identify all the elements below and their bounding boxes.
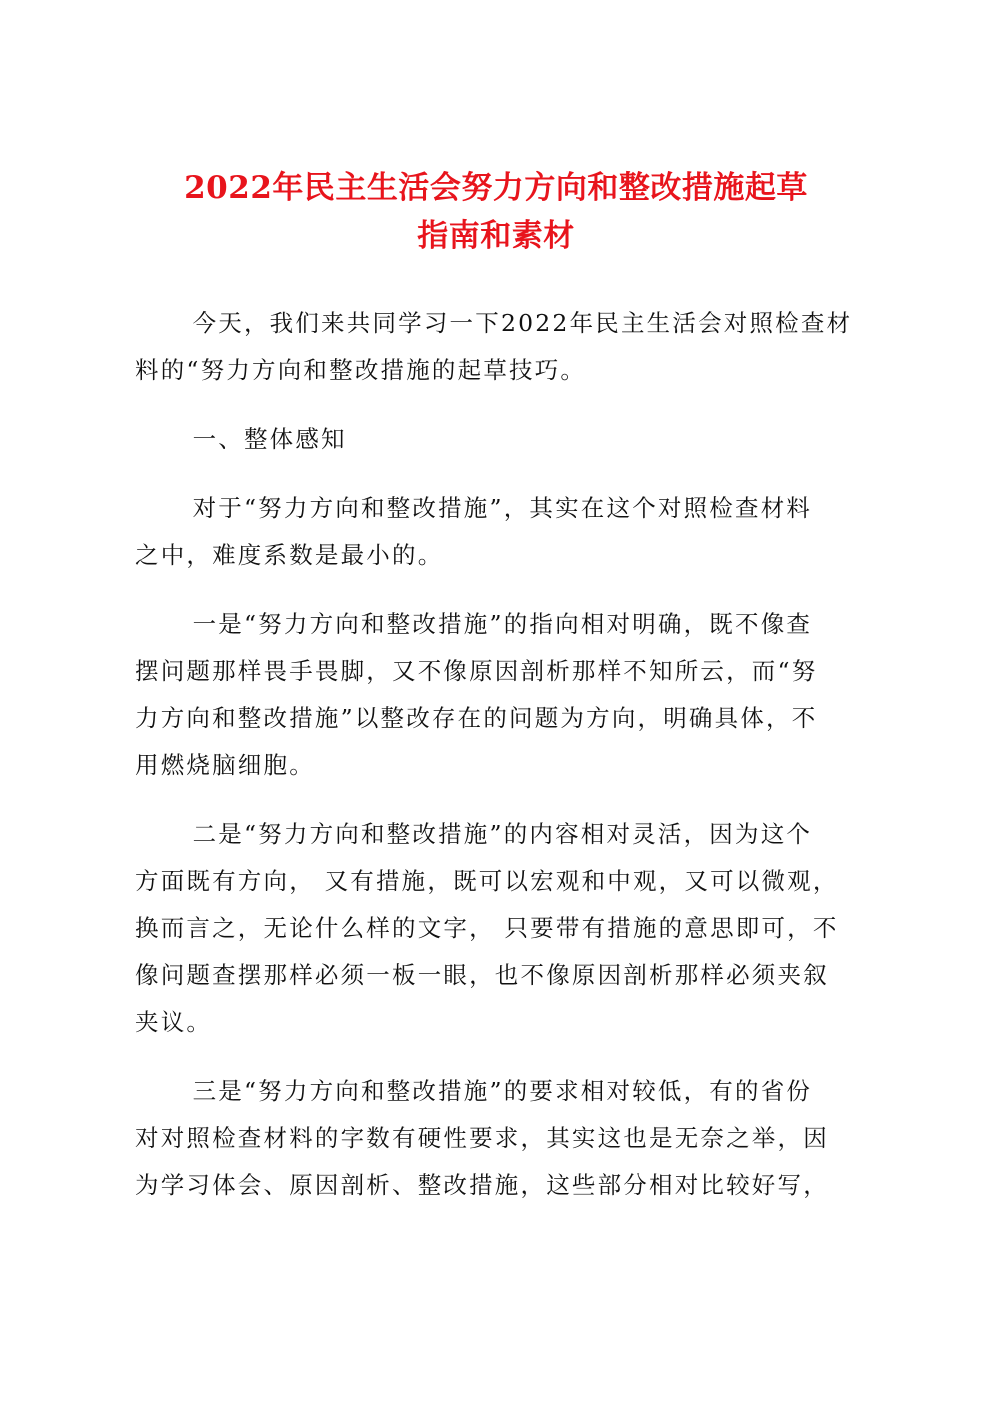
paragraph-intro (135, 300, 865, 394)
paragraph-line: 对于“努力方向和整改措施”，其实在这个对照检查材料 (192, 494, 813, 522)
paragraph-line: 摆问题那样畏手畏脚，又不像原因剖析那样不知所云，而“努 (135, 657, 818, 685)
section-heading (135, 416, 865, 463)
paragraph-line: 二是“努力方向和整改措施”的内容相对灵活，因为这个 (192, 820, 813, 848)
paragraph-line: 用燃烧脑细胞。 (135, 751, 315, 779)
paragraph-line: 换而言之，无论什么样的文字， 只要带有措施的意思即可，不 (135, 914, 839, 942)
paragraph-line: 像问题查摆那样必须一板一眼，也不像原因剖析那样必须夹叙 (135, 961, 829, 989)
paragraph-line: 三是“努力方向和整改措施”的要求相对较低，有的省份 (192, 1077, 813, 1105)
section-heading-text: 一、整体感知 (192, 425, 347, 453)
paragraph-line: 之中，难度系数是最小的。 (135, 541, 444, 569)
paragraph-line: 方面既有方向， 又有措施，既可以宏观和中观，又可以微观， (135, 867, 839, 895)
paragraph-point-three (135, 1068, 865, 1209)
paragraph-line: 料的“努力方向和整改措施的起草技巧。 (135, 356, 587, 384)
paragraph-line: 对对照检查材料的字数有硬性要求，其实这也是无奈之举，因 (135, 1124, 829, 1152)
paragraph-line: 今天，我们来共同学习一下2022年民主生活会对照检查材 (192, 309, 853, 337)
paragraph-overview (135, 485, 865, 579)
paragraph-point-two (135, 811, 865, 1046)
document-title-line-2: 指南和素材 (417, 218, 575, 254)
paragraph-point-one (135, 601, 865, 789)
document-body (135, 300, 865, 1231)
paragraph-line: 力方向和整改措施”以整改存在的问题为方向，明确具体，不 (135, 704, 818, 732)
paragraph-line: 夹议。 (135, 1008, 213, 1036)
paragraph-line: 一是“努力方向和整改措施”的指向相对明确，既不像查 (192, 610, 813, 638)
paragraph-line: 为学习体会、原因剖析、整改措施，这些部分相对比较好写， (135, 1171, 829, 1199)
document-title-line-1: 2022年民主生活会努力方向和整改措施起草 (184, 170, 808, 206)
